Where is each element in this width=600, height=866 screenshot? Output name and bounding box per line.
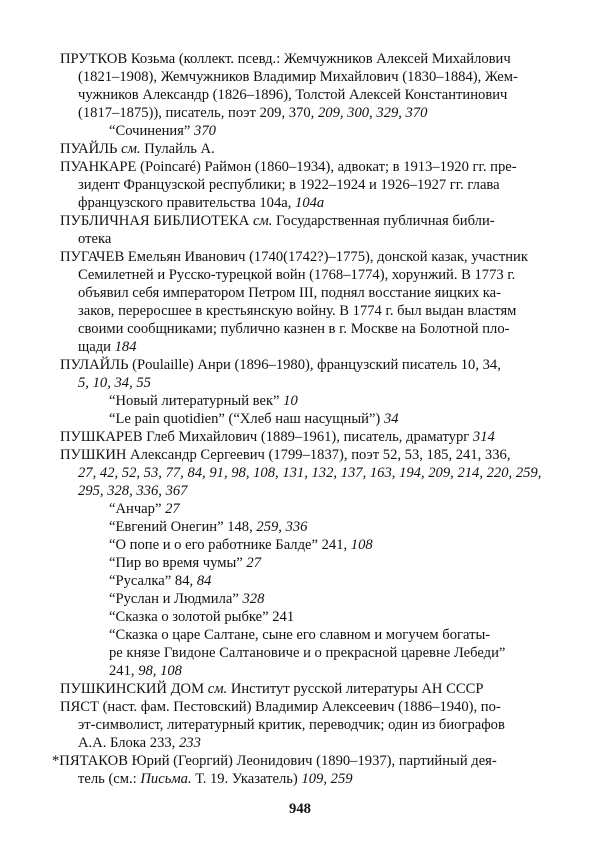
entry-text: “Анчар” [109,501,166,517]
index-entry-heading-line [60,698,501,716]
index-entry-line [109,644,505,662]
index-entry-line [78,230,111,248]
index-entry-line [78,716,505,734]
entry-text: “Евгений Онегин” 148, [109,519,257,535]
entry-text: ПУШКИНСКИЙ ДОМ [60,681,208,697]
index-entry-line [109,572,211,590]
page-reference-italic: 370 [194,123,216,139]
entry-text: ПУШКИН Александр Сергеевич (1799–1837), поэт 52, 53, 185, 241, 336, [60,447,511,463]
page-reference-italic: 27 [246,555,261,571]
index-entry-line [78,734,201,752]
entry-text: *ПЯТАКОВ Юрий (Георгий) Леонидович (1890–1937), партийный дея- [52,753,497,769]
index-entry-line [109,626,490,644]
entry-text: щади [78,339,115,355]
page-reference-italic: 27 [165,501,180,517]
page-reference-italic: 5, 10, 34, 55 [78,375,151,391]
entry-text: А.А. Блока 233, [78,735,179,751]
entry-text: ре князе Гвидоне Салтановиче и о прекрасной царевне Лебеди” [109,645,506,661]
index-entry-line [109,608,294,626]
entry-text: “Le pain quotidien” (“Хлеб наш насущный”) [109,411,384,427]
entry-text: эт-символист, литературный критик, переводчик; один из биографов [78,717,505,733]
page-reference-italic: 259, 336 [256,519,308,535]
index-entry-line [78,302,516,320]
page-reference-italic: 27, 42, 52, 53, 77, 84, 91, 98, 108, 131, 132, 137, 163, 194, 209, 214, 220, 259, [78,465,542,481]
entry-text: “О попе и о его работнике Балде” 241, [109,537,351,553]
index-entry-line [109,662,182,680]
entry-text: зидент Французской республики; в 1922–1924 и 1926–1927 гг. глава [78,177,500,193]
index-entry-heading-line [60,428,495,446]
page-reference-italic: см. [207,681,228,697]
index-entry-line [78,464,541,482]
page-reference-italic: 108 [350,537,373,553]
entry-text: Пулайль А. [140,141,215,157]
entry-text: чужников Александр (1826–1896), Толстой Алексей Константинович [78,87,508,103]
page-reference-italic: см. [252,213,273,229]
entry-text: “Руслан и Людмила” [109,591,243,607]
entry-text: (1821–1908), Жемчужников Владимир Михайлович (1830–1884), Жем- [78,69,518,85]
index-entry-heading-line [60,680,483,698]
entry-text: Т. 19. Указатель) [191,771,302,787]
index-entry-line [109,410,399,428]
page-number: 948 [289,801,311,817]
entry-text: ПЯСТ (наст. фам. Пестовский) Владимир Алексеевич (1886–1940), по- [60,699,501,715]
index-entry-line [109,590,264,608]
index-entry-line [78,374,151,392]
index-entry-line [78,338,137,356]
index-entry-heading-line [60,212,495,230]
page-reference-italic: 328 [242,591,265,607]
page-reference-italic: 314 [472,429,495,445]
page-reference-italic: Письма. [140,771,192,787]
index-entry-line [78,284,501,302]
index-entry-heading-line [60,158,517,176]
entry-text: Институт русской литературы АН СССР [227,681,484,697]
entry-text: отека [78,231,112,247]
page-reference-italic: 209, 300, 329, 370 [317,105,428,121]
index-entry-line [78,86,507,104]
page-reference-italic: 109, 259 [301,771,353,787]
entry-text: ПУШКАРЕВ Глеб Михайлович (1889–1961), писатель, драматург [60,429,473,445]
page-reference-italic: см. [121,141,141,157]
index-entry-line [109,536,373,554]
index-entry-line [109,122,216,140]
entry-text: ПУГАЧЕВ Емельян Иванович (1740(1742?)–1775), донской казак, участник [60,249,528,265]
page-reference-italic: 34 [383,411,399,427]
index-entry-heading-line [60,140,215,158]
index-entry-line [109,554,261,572]
page-reference-italic: 84 [196,573,212,589]
entry-text: Государственная публичная библи- [272,213,495,229]
index-entry-line [78,176,500,194]
entry-text: ПУАЙЛЬ [60,141,122,157]
entry-text: ПРУТКОВ Козьма (коллект. псевд.: Жемчужников Алексей Михайлович [60,51,511,67]
page-reference-italic: 104а [295,195,325,211]
entry-text: своими сообщниками; публично казнен в г. Москве на Болотной пло- [78,321,510,337]
entry-text: Семилетней и Русско-турецкой войн (1768–1774), хорунжий. В 1773 г. [78,267,516,283]
page-reference-italic: 295, 328, 336, 367 [78,483,188,499]
page-reference-italic: 233 [178,735,201,751]
index-entry-line [109,518,307,536]
entry-text: французского правительства 104а, [78,195,296,211]
page-reference-italic: 98, 108 [138,663,182,679]
entry-text: “Сочинения” [109,123,195,139]
index-entry-line [78,266,515,284]
entry-text: “Сказка о царе Салтане, сыне его славном и могучем богаты- [109,627,491,643]
index-entry-line [78,194,324,212]
entry-text: ПУАНКАРЕ (Poincaré) Раймон (1860–1934), адвокат; в 1913–1920 гг. пре- [60,159,517,175]
entry-text: “Новый литературный век” [109,393,284,409]
index-entry-line [109,500,180,518]
index-entry-line [78,68,518,86]
index-entry-heading-line [52,752,497,770]
index-entry-line [109,392,298,410]
index-entry-heading-line [60,50,511,68]
index-entry-line [78,104,427,122]
page-reference-italic: 184 [114,339,137,355]
index-entry-heading-line [60,446,510,464]
entry-text: “Сказка о золотой рыбке” 241 [109,609,295,625]
index-entry-line [78,770,353,788]
entry-text: 241, [109,663,139,679]
entry-text: “Русалка” 84, [109,573,197,589]
entry-text: объявил себя императором Петром III, поднял восстание яицких ка- [78,285,501,301]
index-entry-heading-line [60,248,528,266]
entry-text: ПУБЛИЧНАЯ БИБЛИОТЕКА [60,213,253,229]
index-entry-heading-line [60,356,501,374]
index-entry-line [78,320,509,338]
entry-text: “Пир во время чумы” [109,555,247,571]
entry-text: тель (см.: [78,771,141,787]
entry-text: заков, переросшее в крестьянскую войну. В 1774 г. был выдан властям [78,303,517,319]
index-entry-line [78,482,187,500]
entry-text: (1817–1875)), писатель, поэт 209, 370, [78,105,318,121]
entry-text: ПУЛАЙЛЬ (Poulaille) Анри (1896–1980), французский писатель 10, 34, [60,357,501,373]
page-reference-italic: 10 [283,393,298,409]
